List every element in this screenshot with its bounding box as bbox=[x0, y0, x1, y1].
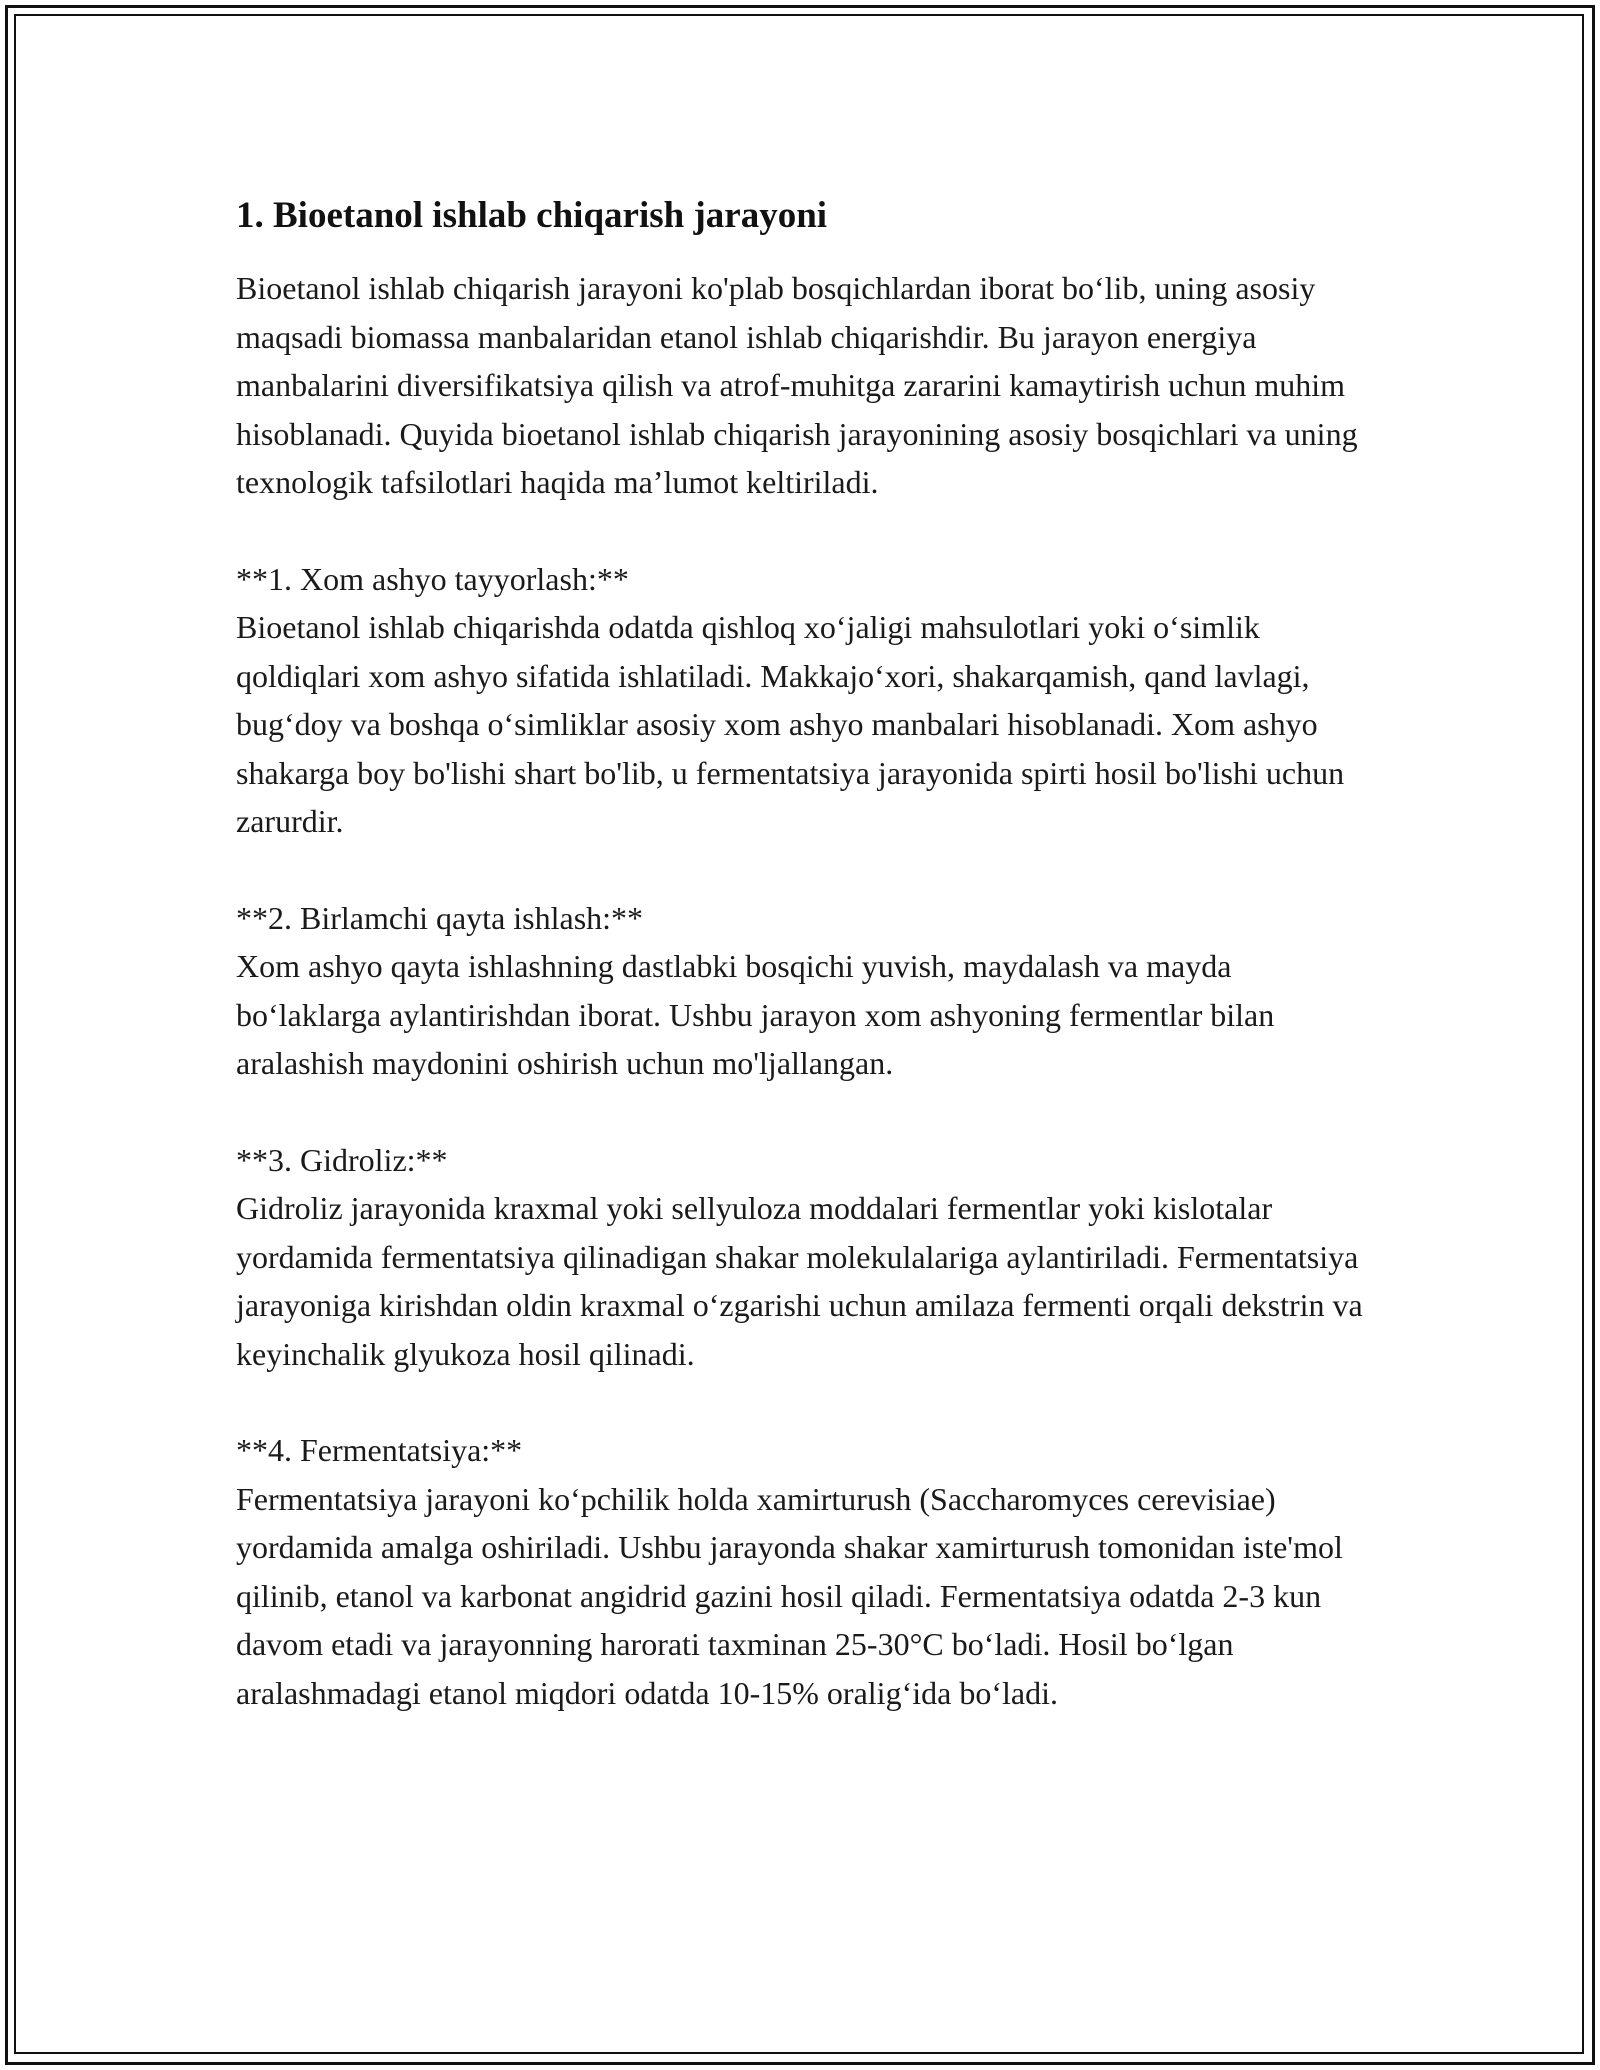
section-text: Bioetanol ishlab chiqarishda odatda qishloq xo‘jaligi mahsulotlari yoki o‘simlik qoldiqlari xom ashyo sifatida ishlatiladi. Makkajo‘xori, shakarqamish, qand lavlagi, bug‘doy va boshqa o‘simliklar asosiy xom ashyo manbalari hisoblanadi. Xom ashyo shakarga boy bo'lishi shart bo'lib, u fermentatsiya jarayonida spirti hosil bo'lishi uchun zarurdir. bbox=[236, 609, 1345, 839]
section-primary-processing bbox=[236, 894, 1376, 1088]
section-text: Fermentatsiya jarayoni ko‘pchilik holda xamirturush (Saccharomyces cerevisiae) yordamida amalga oshiriladi. Ushbu jarayonda shakar xamirturush tomonidan iste'mol qilinib, etanol va karbonat angidrid gazini hosil qiladi. Fermentatsiya odatda 2-3 kun davom etadi va jarayonning harorati taxminan 25-30°C bo‘ladi. Hosil bo‘lgan aralashmadagi etanol miqdori odatda 10-15% oralig‘ida bo‘ladi. bbox=[236, 1480, 1343, 1711]
section-label: **1. Xom ashyo tayyorlash:** bbox=[236, 560, 629, 597]
intro-paragraph: Bioetanol ishlab chiqarish jarayoni ko'plab bosqichlardan iborat bo‘lib, uning asosiy maqsadi biomassa manbalaridan etanol ishlab chiqarishdir. Bu jarayon energiya manbalarini diversifikatsiya qilish va atrof-muhitga zararini kamaytirish uchun muhim hisoblanadi. Quyida bioetanol ishlab chiqarish jarayonining asosiy bosqichlari va uning texnologik tafsilotlari haqida ma’lumot keltiriladi. bbox=[236, 270, 1358, 500]
section-raw-material bbox=[236, 555, 1376, 846]
section-fermentation bbox=[236, 1426, 1376, 1717]
section-hydrolysis bbox=[236, 1136, 1376, 1379]
document-body bbox=[236, 186, 1376, 1765]
document-heading: 1. Bioetanol ishlab chiqarish jarayoni bbox=[236, 195, 828, 236]
section-text: Gidroliz jarayonida kraxmal yoki sellyuloza moddalari fermentlar yoki kislotalar yordamida fermentatsiya qilinadigan shakar molekulalariga aylantiriladi. Fermentatsiya jarayoniga kirishdan oldin kraxmal o‘zgarishi uchun amilaza fermenti orqali dekstrin va keyinchalik glyukoza hosil qilinadi. bbox=[236, 1190, 1363, 1372]
section-label: **4. Fermentatsiya:** bbox=[236, 1432, 523, 1468]
section-text: Xom ashyo qayta ishlashning dastlabki bosqichi yuvish, maydalash va mayda bo‘laklarga aylantirishdan iborat. Ushbu jarayon xom ashyoning fermentlar bilan aralashish maydonini oshirish uchun mo'ljallangan. bbox=[236, 948, 1275, 1081]
section-label: **2. Birlamchi qayta ishlash:** bbox=[236, 899, 644, 936]
section-label: **3. Gidroliz:** bbox=[236, 1141, 448, 1178]
